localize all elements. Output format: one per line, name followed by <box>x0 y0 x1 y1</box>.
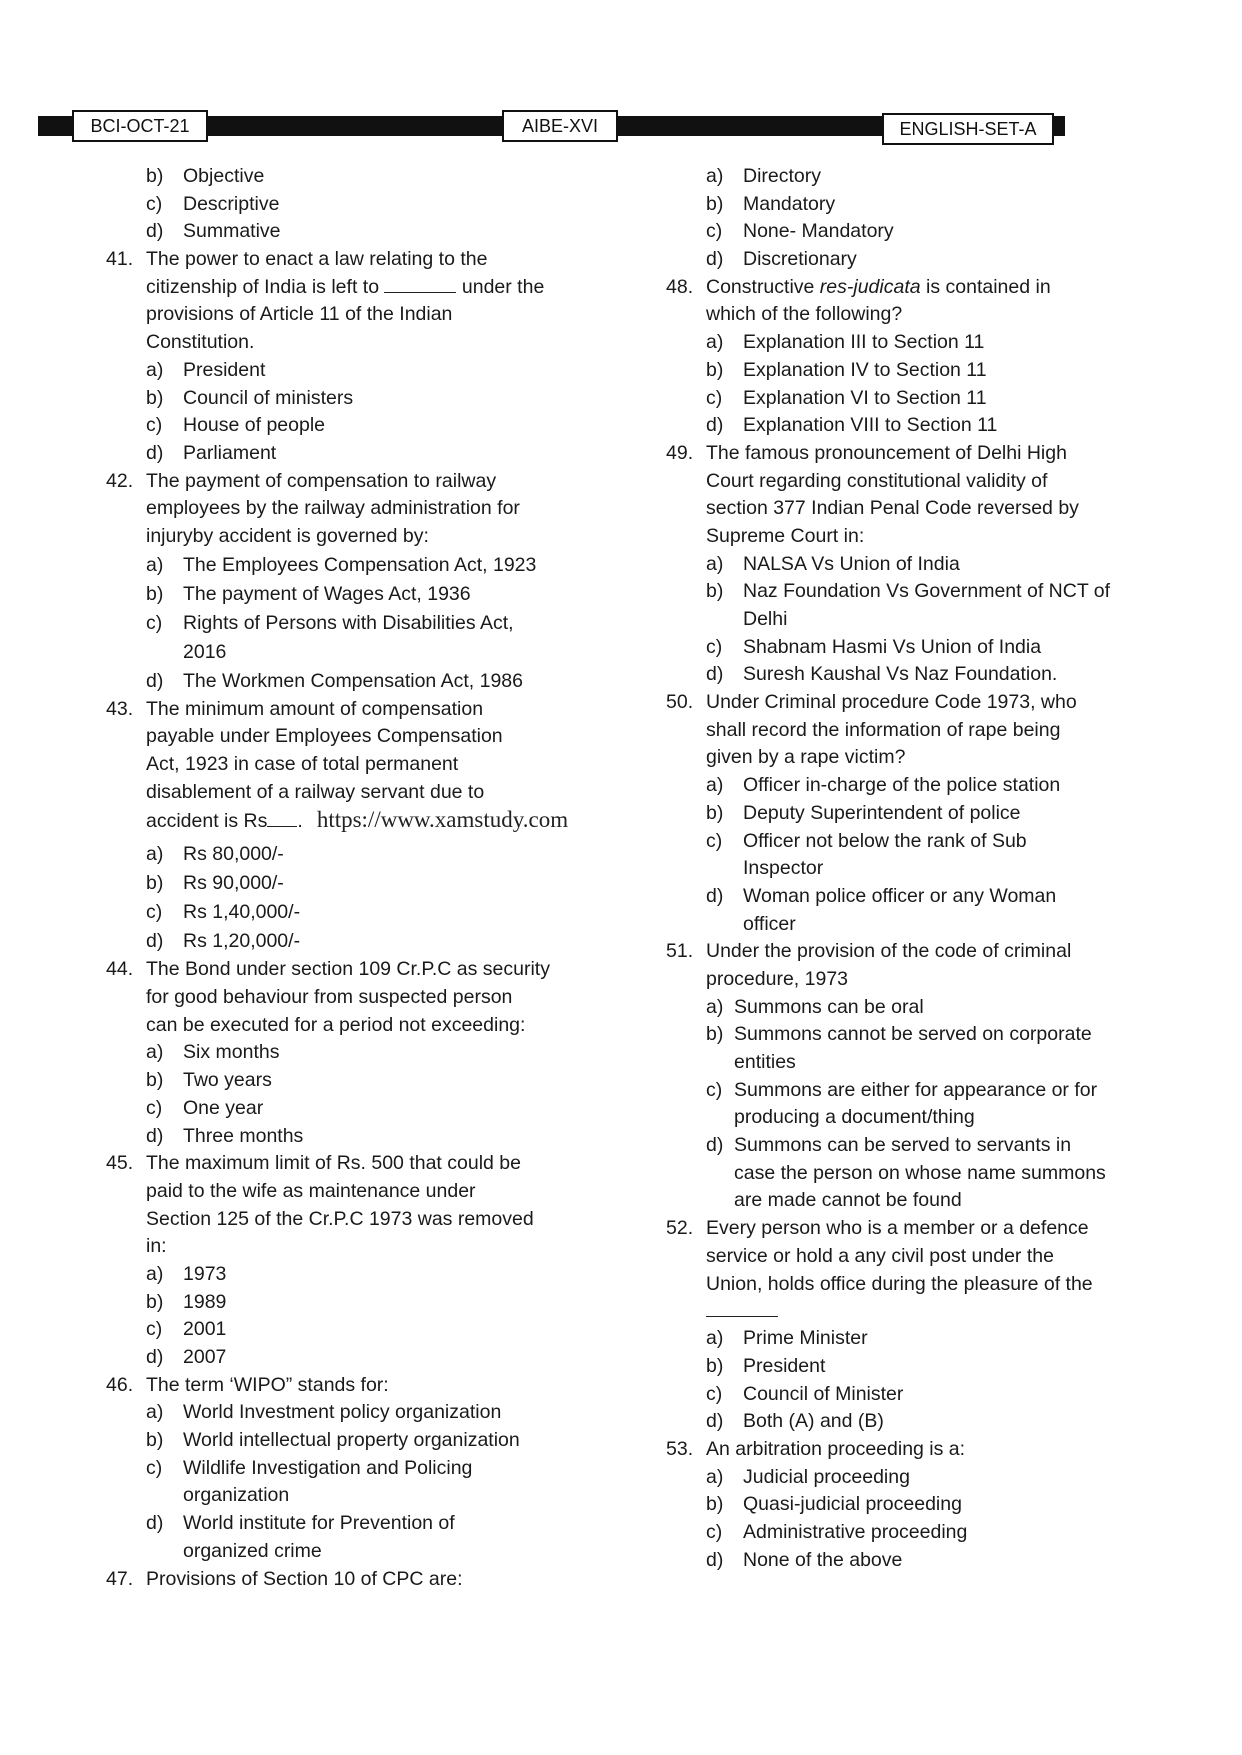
question-46: 46. The term ‘WIPO” stands for: a) World Investment policy organization b) World intellectual property organization c) Wildlife Investigation and Policing organization d) World institute for Prevention of organized crime <box>106 1372 626 1566</box>
option-d: d) Parliament <box>146 441 277 464</box>
option-b: b) Quasi-judicial proceeding <box>706 1493 962 1516</box>
option-c: c) 2001 <box>146 1318 227 1341</box>
option-d: d) Explanation VIII to Section 11 <box>706 414 998 437</box>
question-text: 53. An arbitration proceeding is a: <box>666 1437 966 1460</box>
question-48: 48. Constructive res-judicata is contained in which of the following? a) Explanation III to Section 11 b) Explanation IV to Section 11 c) Explanation VI to Section 11 d) Explanation VIII to Section 11 <box>666 274 1156 440</box>
fill-in-blank <box>384 279 456 293</box>
option-c: c) Shabnam Hasmi Vs Union of India <box>706 635 1042 658</box>
option-c: c) House of people <box>146 414 326 437</box>
option-d: d) Woman police officer or any Woman <box>706 884 1057 907</box>
option-c: c) Summons are either for appearance or for <box>706 1078 1098 1101</box>
watermark-url: https://www.xamstudy.com <box>316 807 569 833</box>
option-d: d) Both (A) and (B) <box>706 1410 884 1433</box>
option-a: a) The Employees Compensation Act, 1923 <box>146 553 537 576</box>
question-text: 48. Constructive res-judicata is contained in <box>666 275 1051 298</box>
option-a: a) World Investment policy organization <box>146 1401 502 1424</box>
option-b: b) Mandatory <box>706 192 836 215</box>
question-text: 52. Every person who is a member or a defence <box>666 1217 1089 1240</box>
option-b: b) Deputy Superintendent of police <box>706 801 1021 824</box>
fill-in-blank <box>267 813 297 827</box>
option-b: b) Summons cannot be served on corporate <box>706 1023 1092 1046</box>
option-b: b) Rs 90,000/- <box>146 872 284 895</box>
question-text: 49. The famous pronouncement of Delhi High <box>666 441 1067 464</box>
question-text: 41. The power to enact a law relating to the <box>106 248 488 271</box>
option-d: d) Discretionary <box>706 248 857 271</box>
option-a: a) Prime Minister <box>706 1327 868 1350</box>
option-a: a) Rs 80,000/- <box>146 843 284 866</box>
question-text: 47. Provisions of Section 10 of CPC are: <box>106 1567 463 1590</box>
option-b: b) Two years <box>146 1069 272 1092</box>
question-text: 42. The payment of compensation to railway <box>106 469 497 492</box>
option-d: d) Three months <box>146 1124 304 1147</box>
option-b: b) Naz Foundation Vs Government of NCT of <box>706 580 1111 603</box>
option-d: d) None of the above <box>706 1548 903 1571</box>
question-text: 45. The maximum limit of Rs. 500 that could be <box>106 1152 521 1175</box>
option-b: b) Council of ministers <box>146 386 354 409</box>
option-c: c) One year <box>146 1096 264 1119</box>
option-a: a) President <box>146 358 266 381</box>
header-paper-code: BCI-OCT-21 <box>72 110 208 142</box>
option-c: c) Administrative proceeding <box>706 1521 968 1543</box>
option-a: a) Six months <box>146 1041 280 1064</box>
question-43: 43. The minimum amount of compensation payable under Employees Compensation Act, 1923 in case of total permanent disablement of a railway servant due to accident is Rs . https://www.xamstudy.com a) Rs 80,000/- b) Rs 90,000/- c) Rs 1,40,000/- d) Rs 1,20,000/- <box>106 696 626 957</box>
option-b: b) 1989 <box>146 1290 227 1313</box>
question-53 <box>666 1436 1156 1574</box>
option-c: c) Officer not below the rank of Sub <box>706 829 1027 852</box>
option-a: a) Judicial proceeding <box>706 1465 910 1488</box>
option-b: b) World intellectual property organization <box>146 1429 520 1452</box>
option-d: d) Rs 1,20,000/- <box>146 930 301 953</box>
question-text: 46. The term ‘WIPO” stands for: <box>106 1373 389 1396</box>
question-text: 50. Under Criminal procedure Code 1973, who <box>666 691 1077 714</box>
option-c: c) Council of Minister <box>706 1382 904 1405</box>
header-set: ENGLISH-SET-A <box>882 113 1054 145</box>
option-d: d) 2007 <box>146 1346 227 1368</box>
question-text: 51. Under the provision of the code of criminal <box>666 940 1072 963</box>
question-text: 44. The Bond under section 109 Cr.P.C as security <box>106 958 550 981</box>
option-a: a) 1973 <box>146 1262 227 1285</box>
option-b: b) President <box>706 1354 826 1377</box>
question-45: 45. The maximum limit of Rs. 500 that could be paid to the wife as maintenance under Section 125 of the Cr.P.C 1973 was removed in: a) 1973 b) 1989 c) 2001 d) 2007 <box>106 1150 626 1372</box>
question-49: 49. The famous pronouncement of Delhi High Court regarding constitutional validity of section 377 Indian Penal Code reversed by Supreme Court in: a) NALSA Vs Union of India b) Naz Foundation Vs Government of NCT of Delhi c) Shabnam Hasmi Vs Union of India d) Suresh Kaushal Vs Naz Foundation. <box>666 440 1156 689</box>
option-c: c) Rs 1,40,000/- <box>146 901 301 924</box>
option-d: d) The Workmen Compensation Act, 1986 <box>146 669 523 692</box>
option-d: d) Suresh Kaushal Vs Naz Foundation. <box>706 663 1058 686</box>
question-50: 50. Under Criminal procedure Code 1973, who shall record the information of rape being given by a rape victim? a) Officer in-charge of the police station b) Deputy Superintendent of police c) Officer not below the rank of Sub Inspector d) Woman police officer or any Woman officer <box>666 689 1156 938</box>
option-a: a) NALSA Vs Union of India <box>706 552 960 575</box>
option-c: c) Descriptive <box>146 192 280 215</box>
question-42: 42. The payment of compensation to railway employees by the railway administration for injuryby accident is governed by: a) The Employees Compensation Act, 1923 b) The payment of Wages Act, 1936 c) Rights of Persons with Disabilities Act, 2016 d) The Workmen Compensation Act, 1986 <box>106 468 626 696</box>
option-c: c) Rights of Persons with Disabilities Act, <box>146 611 514 634</box>
fill-in-blank <box>706 1303 778 1317</box>
question-41: 41. The power to enact a law relating to the citizenship of India is left to under the provisions of Article 11 of the Indian Constitution. a) President b) Council of ministers c) House of people d) Parliament <box>106 246 626 468</box>
header-exam-name: AIBE-XVI <box>502 110 618 142</box>
option-d: d) World institute for Prevention of <box>146 1512 455 1535</box>
option-a: a) Summons can be oral <box>706 995 924 1018</box>
option-b: b) The payment of Wages Act, 1936 <box>146 582 471 605</box>
option-c: c) Explanation VI to Section 11 <box>706 386 987 409</box>
question-44: 44. The Bond under section 109 Cr.P.C as security for good behaviour from suspected person can be executed for a period not exceeding: a) Six months b) Two years c) One year d) Three months <box>106 956 626 1150</box>
question-text: 43. The minimum amount of compensation <box>106 697 484 720</box>
option-d: d) Summons can be served to servants in <box>706 1134 1072 1157</box>
option-a: a) Explanation III to Section 11 <box>706 331 985 354</box>
option-b: b) Objective <box>146 165 265 187</box>
option-a: a) Officer in-charge of the police station <box>706 774 1061 797</box>
option-b: b) Explanation IV to Section 11 <box>706 358 987 381</box>
option-d: d) Summative <box>146 220 281 243</box>
question-52: 52. Every person who is a member or a defence service or hold a any civil post under the Union, holds office during the pleasure of the a) Prime Minister b) President c) Council of Minister d) Both (A) and (B) <box>666 1215 1156 1436</box>
option-a: a) Directory <box>706 165 822 187</box>
left-column <box>106 163 626 1593</box>
option-c: c) Wildlife Investigation and Policing <box>146 1456 473 1479</box>
question-51: 51. Under the provision of the code of criminal procedure, 1973 a) Summons can be oral b) Summons cannot be served on corporate entities c) Summons are either for appearance or for producing a document/thing d) Summons can be served to servants in case the person on whose name summons are made cannot be found <box>666 938 1156 1215</box>
question-47 <box>106 1566 626 1594</box>
option-c: c) None- Mandatory <box>706 220 894 243</box>
right-column <box>666 163 1156 1574</box>
